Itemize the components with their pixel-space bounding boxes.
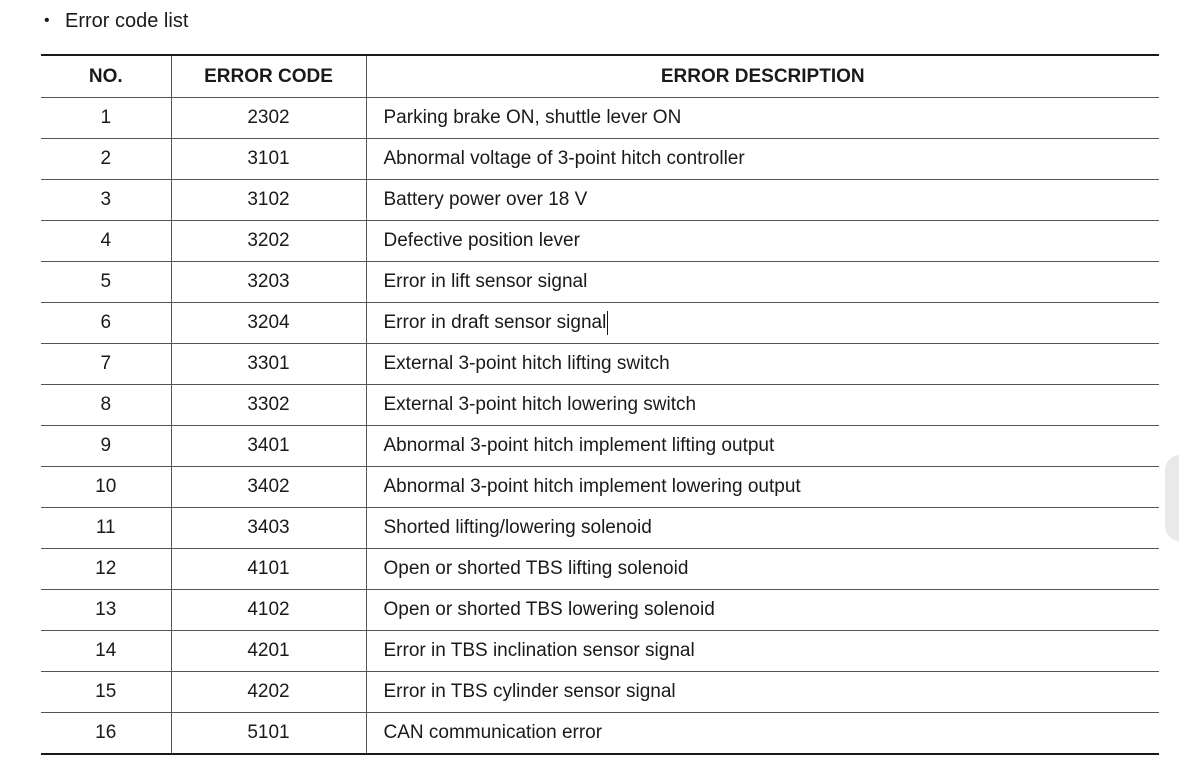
header-error-description: ERROR DESCRIPTION: [366, 55, 1159, 98]
description-text: CAN communication error: [383, 722, 603, 743]
description-text: Defective position lever: [383, 230, 580, 251]
scroll-handle[interactable]: [1165, 455, 1179, 541]
cell-error-description: [366, 426, 1159, 467]
table-row: [41, 631, 1159, 672]
header-no: NO.: [41, 55, 171, 98]
cell-error-code: 3301: [171, 344, 366, 385]
description-text: Error in TBS inclination sensor signal: [383, 640, 695, 661]
table-row: [41, 344, 1159, 385]
table-header-row: [41, 55, 1159, 98]
cell-error-description: [366, 672, 1159, 713]
cell-error-code: 5101: [171, 713, 366, 755]
table-row: [41, 98, 1159, 139]
cell-no: 5: [41, 262, 171, 303]
cell-error-code: 3203: [171, 262, 366, 303]
cell-no: 12: [41, 549, 171, 590]
cell-error-code: 4102: [171, 590, 366, 631]
header-error-code: ERROR CODE: [171, 55, 366, 98]
cell-error-description: [366, 549, 1159, 590]
cell-error-code: 4101: [171, 549, 366, 590]
cell-no: 15: [41, 672, 171, 713]
cell-no: 4: [41, 221, 171, 262]
cell-error-code: 3102: [171, 180, 366, 221]
description-text: Abnormal 3-point hitch implement lifting output: [383, 435, 775, 456]
table-body: [41, 98, 1159, 755]
table-row: [41, 180, 1159, 221]
cell-error-code: 3204: [171, 303, 366, 344]
cell-error-code: 3402: [171, 467, 366, 508]
cell-error-description: [366, 467, 1159, 508]
cell-error-code: 3302: [171, 385, 366, 426]
cell-error-code: 3401: [171, 426, 366, 467]
cell-error-description: [366, 139, 1159, 180]
cell-error-description: [366, 713, 1159, 755]
description-text: Abnormal 3-point hitch implement lowering output: [383, 476, 801, 497]
table-row: [41, 590, 1159, 631]
cell-error-description: [366, 344, 1159, 385]
cell-no: 16: [41, 713, 171, 755]
description-text: Error in TBS cylinder sensor signal: [383, 681, 676, 702]
description-text: Open or shorted TBS lowering solenoid: [383, 599, 715, 620]
text-cursor: [607, 311, 608, 335]
table-row: [41, 139, 1159, 180]
cell-error-code: 3101: [171, 139, 366, 180]
cell-error-code: 2302: [171, 98, 366, 139]
description-text: Shorted lifting/lowering solenoid: [383, 517, 652, 538]
error-code-table: [41, 54, 1159, 755]
table-row: [41, 672, 1159, 713]
cell-no: 1: [41, 98, 171, 139]
cell-error-description[interactable]: [366, 303, 1159, 344]
cell-error-description: [366, 98, 1159, 139]
cell-error-code: 3403: [171, 508, 366, 549]
cell-error-description: [366, 262, 1159, 303]
table-row: [41, 467, 1159, 508]
description-text: External 3-point hitch lifting switch: [383, 353, 670, 374]
cell-no: 10: [41, 467, 171, 508]
cell-no: 13: [41, 590, 171, 631]
cell-no: 7: [41, 344, 171, 385]
section-heading: [44, 8, 188, 34]
section-title: Error code list: [65, 9, 189, 32]
description-text: External 3-point hitch lowering switch: [383, 394, 697, 415]
cell-error-code: 4202: [171, 672, 366, 713]
cell-no: 8: [41, 385, 171, 426]
cell-no: 3: [41, 180, 171, 221]
bullet-icon: •: [44, 12, 50, 29]
description-text: Open or shorted TBS lifting solenoid: [383, 558, 689, 579]
description-text: Error in lift sensor signal: [383, 271, 588, 292]
cell-no: 6: [41, 303, 171, 344]
table-row: [41, 549, 1159, 590]
description-text: Parking brake ON, shuttle lever ON: [383, 107, 682, 128]
cell-error-code: 4201: [171, 631, 366, 672]
table-row: [41, 508, 1159, 549]
table-row: [41, 713, 1159, 755]
cell-error-description: [366, 631, 1159, 672]
table-row: [41, 426, 1159, 467]
cell-error-description: [366, 180, 1159, 221]
cell-no: 14: [41, 631, 171, 672]
cell-no: 2: [41, 139, 171, 180]
table-row: [41, 262, 1159, 303]
cell-error-description: [366, 590, 1159, 631]
table-row: [41, 303, 1159, 344]
cell-error-code: 3202: [171, 221, 366, 262]
cell-no: 9: [41, 426, 171, 467]
description-text: Battery power over 18 V: [383, 189, 588, 210]
cell-error-description: [366, 508, 1159, 549]
description-text: Abnormal voltage of 3-point hitch controller: [383, 148, 745, 169]
description-text: Error in draft sensor signal: [383, 312, 607, 334]
cell-no: 11: [41, 508, 171, 549]
table-row: [41, 221, 1159, 262]
table-row: [41, 385, 1159, 426]
cell-error-description: [366, 385, 1159, 426]
cell-error-description: [366, 221, 1159, 262]
